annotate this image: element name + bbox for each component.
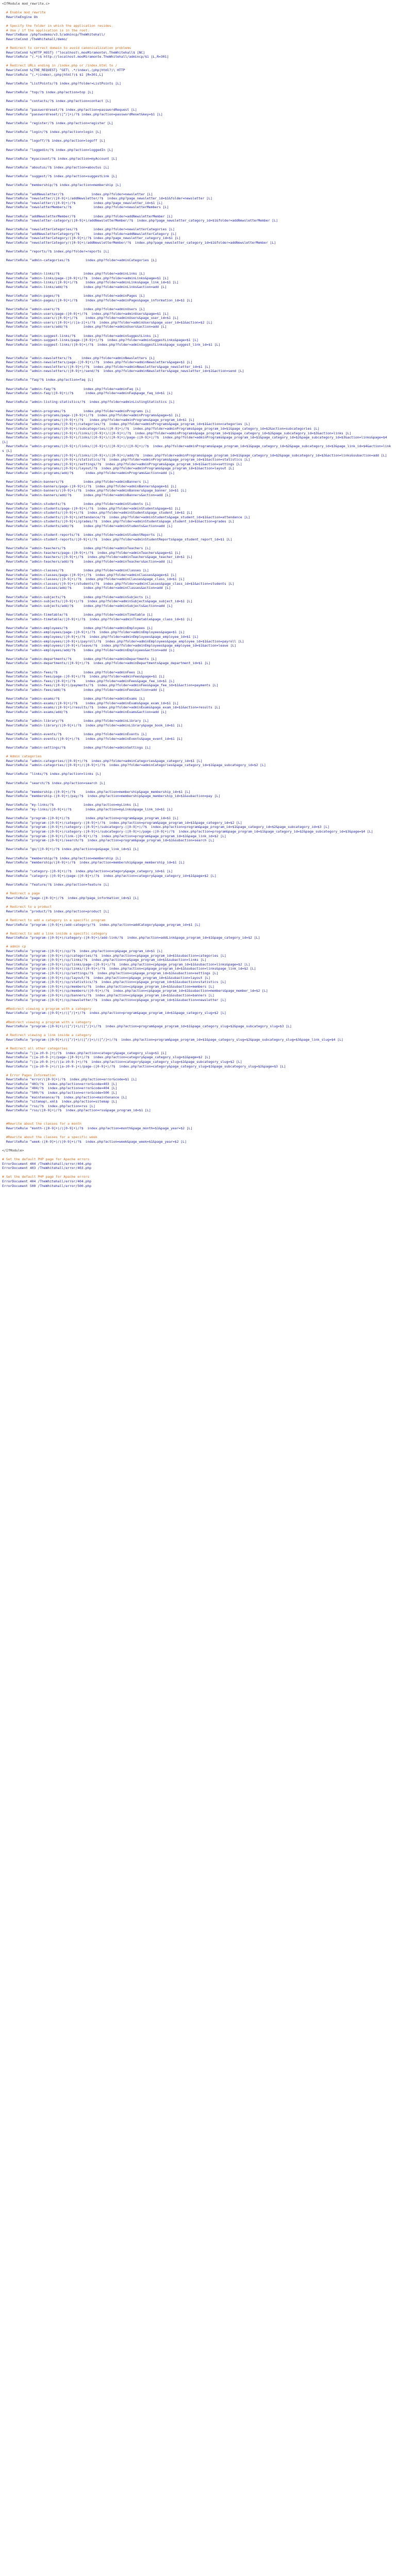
code-line: RewriteRule ^admin-programs/([0-9]+)/links/([0-9]+)/([0-9]+)/([0-9]+)/?$ index.php?folder=adminPrograms&page_program_id=$1&page_category_id=$2&page_subcategory_id=$3&page_link_id=$4&action=links [L] — [2, 444, 391, 453]
code-line: RewriteRule ^program-([0-9]+)/([^/]+)/([^/]+)/?$ index.php?action=program&page_program_id=$1&page_category_slug=$2&page_subcategory_slug=$3 [L] — [2, 1024, 292, 1029]
code-line: RewriteRule ^admin-library/([0-9]+)/?$ index.php?folder=adminLibrary&page_book_id=$1 [L] — [2, 723, 183, 727]
blank-line — [2, 41, 392, 46]
code-line: RewriteRule ^program-([0-9]+)/add-category/?$ index.php?action=addCategory&page_program_id=$1 [L] — [2, 922, 201, 927]
code-line: RewriteRule ^newsletterCategories/?$ index.php?folder=newsletterCategories [L] — [2, 227, 175, 232]
code-line: RewriteRule ^program-([0-9]+)/cp/links/?$ index.php?action=cp&page_program_id=$1&subaction=links [L] — [2, 958, 207, 962]
code-line: RewriteRule ^program-([0-9]+)/([^/]+)/?$ index.php?action=program&page_program_id=$1&page_category_slug=$2 [L] — [2, 1011, 226, 1015]
code-line: RewriteRule ^admin-newsletters/?$ index.php?folder=adminNewsletters [L] — [2, 355, 155, 360]
code-line: RewriteRule ^admin-exams/?$ index.php?folder=adminExams [L] — [2, 697, 145, 701]
blank-line — [2, 188, 392, 192]
code-line: RewriteRule ^program-([0-9]+)/cp/newsletter/?$ index.php?action=cp&page_program_id=$1&subaction=newsletter [L] — [2, 997, 226, 1002]
blank-line — [2, 126, 392, 130]
code-line: RewriteRule ^admin-programs/page-([0-9]+)/?$ index.php?folder=adminPrograms&page=$1 [L] — [2, 413, 181, 418]
code-line: RewriteRule ^admin-banners/([0-9]+)/?$ index.php?folder=adminBanners&page_banner_id=$1 [L] — [2, 488, 187, 493]
blank-line — [2, 652, 392, 657]
code-line: RewriteRule ^program-([0-9]+)/category-([0-9]+)/subcategory-([0-9]+)/?$ index.php?action=program&page_program_id=$1&page_category_id=$2&page_subcategory_id=$3 [L] — [2, 825, 329, 829]
code-line: RewriteRule ^newsletter/([0-9]+)/?$ index.php?page_newsletter_id=$1 [L] — [2, 200, 163, 205]
code-line: RewriteRule ^aboutus/?$ index.php?action=aboutus [L] — [2, 165, 109, 170]
code-line: RewriteRule ^admin-fees/([0-9]+)/?$ index.php?folder=adminFees&page_fee_id=$1 [L] — [2, 679, 175, 683]
code-line: RewriteRule ^logoff/?$ index.php?action=logoff [L] — [2, 139, 106, 143]
code-line: RewriteRule ^reports/?$ index.php?folder=reports [L] — [2, 249, 109, 254]
blank-line — [2, 901, 392, 905]
blank-line — [2, 59, 392, 64]
blank-line — [2, 476, 392, 480]
code-line: RewriteRule ^admin-programs/([0-9]+)/links/([0-9]+)/([0-9]+)/page-([0-9]+)/?$ index.php?folder=adminPrograms&page_program_id=$1&page_category_id=$2&page_subcategory_id=$3&action=links&page=$4 [L] — [2, 435, 389, 444]
code-line: RewriteRule ^admin-students/?$ index.php?folder=adminStudents [L] — [2, 502, 151, 506]
blank-line — [2, 404, 392, 409]
code-line: RewriteRule ^admin-programs/add/?$ index.php?folder=adminPrograms&action=add [L] — [2, 470, 175, 475]
code-line: ErrorDocument 403 /TheWhitehall/error/403.php — [2, 1166, 92, 1171]
blank-line — [2, 529, 392, 533]
blank-line — [2, 143, 392, 148]
code-line: ErrorDocument 404 /TheWhitehall/error/404.php — [2, 1161, 92, 1166]
code-line: RewriteRule ^admin-links/?$ index.php?folder=adminLinks [L] — [2, 272, 145, 276]
blank-line — [2, 245, 392, 250]
code-line: RewriteRule ^admin-employees/([0-9]+)/leave/?$ index.php?folder=adminEmployees&page_employee_id=$1&action=leave [L] — [2, 643, 237, 648]
blank-line — [2, 1171, 392, 1175]
code-line: RewriteRule ^top/?$ index.php?action=top [L] — [2, 90, 93, 94]
blank-line — [2, 179, 392, 183]
comment-line: #Redirect viewing a program with a category — [2, 1020, 92, 1024]
code-line: RewriteRule ^rss/([0-9]+)/?$ index.php?action=rss&page_program_id=$1 [L] — [2, 1108, 151, 1113]
blank-line — [2, 692, 392, 697]
comment-line: # Redirect to add a link inside a specific category — [2, 931, 107, 936]
code-line: RewriteRule ^admin-departments/([0-9]+)/?$ index.php?folder=adminDepartments&page_department_id=$1 [L] — [2, 661, 210, 666]
blank-line — [2, 878, 392, 883]
code-line: RewriteRule ^admin-users/([0-9]+)/?$ index.php?folder=adminUsers&page_user_id=$1 [L] — [2, 316, 179, 320]
comment-line: # Admin categories — [2, 754, 42, 758]
blank-line — [2, 608, 392, 613]
code-line: RewriteRule ^membership/([0-9]+)/?$ index.php?action=membership&page_membership_id=$1 [L] — [2, 860, 185, 865]
code-line: RewriteRule ^([a-z0-9-]+)/page-([0-9]+)/?$ index.php?action=category&page_category_slug=$1&page=$2 [L] — [2, 1055, 210, 1060]
code-line: RewriteRule ^myaccount/?$ index.php?action=myAccount [L] — [2, 156, 118, 161]
blank-line — [2, 351, 392, 356]
code-line: RewriteRule ^program-([0-9]+)/search/?$ index.php?action=program&page_program_id=$1&subaction=search [L] — [2, 838, 214, 843]
blank-line — [2, 134, 392, 139]
blank-line — [2, 161, 392, 165]
code-line: RewriteRule ^register/?$ index.php?action=register [L] — [2, 121, 113, 126]
code-line: RewriteRule ^admin-students/([0-9]+)/grades/?$ index.php?folder=adminStudents&page_student_id=$1&action=grades [L] — [2, 519, 235, 524]
code-line: RewriteRule ^admin-newsletters/([0-9]+)/?$ index.php?folder=adminNewsletters&page_newsletter_id=$1 [L] — [2, 364, 210, 369]
code-line: RewriteRule ^addNewsletter/?$ index.php?folder=newsletter [L] — [2, 192, 153, 196]
code-line: RewriteRule ^admin-timetable/?$ index.php?folder=adminTimetable [L] — [2, 612, 153, 617]
blank-line — [2, 1153, 392, 1157]
code-line: RewriteRule ^admin-employees/add/?$ index.php?folder=adminEmployees&action=add [L] — [2, 648, 175, 652]
blank-line — [2, 541, 392, 546]
code-line: RewriteRule ^search/?$ index.php?action=search [L] — [2, 781, 106, 785]
code-line: RewriteRule ^admin-programs/([0-9]+)/?$ index.php?folder=adminPrograms&page_program_id=$1 [L] — [2, 417, 195, 422]
code-line: RewriteRule ^program-([0-9]+)/category-([0-9]+)/add-link/?$ index.php?action=addLink&page_program_id=$1&page_category_id=$2 [L] — [2, 936, 260, 940]
code-line: RewriteBase /phpfoxdemo/v3.5/admincp/TheWhitehall/ — [2, 32, 106, 37]
code-line: RewriteRule ^ListPoints/?$ index.php?folder=ListPoints [L] — [2, 81, 121, 86]
blank-line — [2, 590, 392, 595]
code-line: RewriteRule ^admin-events/?$ index.php?folder=adminEvents [L] — [2, 732, 147, 736]
blank-line — [2, 741, 392, 745]
code-line: ErrorDocument 404 /TheWhitehall/error/404.php — [2, 1179, 92, 1183]
blank-line — [2, 887, 392, 892]
blank-line — [2, 396, 392, 400]
code-line: RewriteRule ^program-([0-9]+)/cp/categories/?$ index.php?action=cp&page_program_id=$1&subaction=categories [L] — [2, 953, 226, 958]
code-line: RewriteRule ^program-([0-9]+)/cp/settings/?$ index.php?action=cp&page_program_id=$1&subaction=settings [L] — [2, 971, 219, 976]
code-line: RewriteRule ^admin-exams/([0-9]+)/?$ index.php?folder=adminExams&page_exam_id=$1 [L] — [2, 701, 179, 705]
code-line: RewriteRule ^admin-teachers/?$ index.php?folder=adminTeachers [L] — [2, 546, 151, 551]
code-line: RewriteRule ^admin-timetable/([0-9]+)/?$ index.php?folder=adminTimetable&page_class_id=$1 [L] — [2, 617, 193, 621]
code-line: RewriteRule ^admin-banners/page-([0-9]+)/?$ index.php?folder=adminBanners&page=$1 [L] — [2, 484, 177, 488]
code-line: RewriteRule ^admin-programs/([0-9]+)/categories/?$ index.php?folder=adminPrograms&page_program_id=$1&action=categories [L] — [2, 422, 250, 427]
blank-line — [2, 374, 392, 378]
comment-line: #Rewrite about the classes for a specific week — [2, 1135, 97, 1139]
blank-line — [2, 799, 392, 803]
code-line: RewriteRule ^admin-links/add/?$ index.php?folder=adminLinks&action=add [L] — [2, 285, 167, 289]
blank-line — [2, 116, 392, 121]
code-line: RewriteRule ^admin-employees/([0-9]+)/payroll/?$ index.php?folder=adminEmployees&page_employee_id=$1&action=payroll [L] — [2, 639, 244, 643]
code-line: RewriteRule ^admin-students/([0-9]+)/attendance/?$ index.php?folder=adminStudents&page_student_id=$1&action=attendance [L] — [2, 515, 250, 519]
code-line: RewriteRule ^admin-exams/([0-9]+)/results/?$ index.php?folder=adminExams&page_exam_id=$1&action=results [L] — [2, 705, 221, 710]
code-line: RewriteRule ^faq/?$ index.php?action=faq [L] — [2, 378, 93, 382]
code-line: RewriteRule ^admin-faq/([0-9]+)/?$ index.php?folder=adminFaq&page_faq_id=$1 [L] — [2, 391, 173, 396]
blank-line — [2, 170, 392, 175]
comment-line: # Error Pages Information — [2, 1073, 56, 1077]
code-line: RewriteRule ^admin-events/([0-9]+)/?$ index.php?folder=adminEvents&page_event_id=$1 [L] — [2, 736, 183, 741]
code-line: RewriteCond /TheWhitehall/demo/ — [2, 37, 68, 41]
code-line: RewriteRule ^passwordreset/?$ index.php?action=passwordRequest [L] — [2, 108, 137, 112]
code-line: <IfModule mod_rewrite.c> — [2, 2, 50, 6]
blank-line — [2, 913, 392, 918]
code-line: RewriteRule ^admin-employees/([0-9]+)/?$ index.php?folder=adminEmployees&page_employee_id=$1 [L] — [2, 634, 199, 639]
code-line: RewriteRule ^addNewsletterCategory/?$ index.php?folder=addNewsletterCategory [L] — [2, 231, 177, 236]
code-line: RewriteRule ^admin-users/?$ index.php?folder=adminUsers [L] — [2, 307, 145, 311]
comment-line: # Redirect all other categories — [2, 1046, 68, 1051]
code-line: RewriteEngine On — [2, 14, 38, 19]
comment-line: # Use / if the application is in the root. — [2, 28, 90, 32]
blank-line — [2, 564, 392, 568]
code-line: RewriteRule ^program-([0-9]+)/cp/members/([0-9]+)/?$ index.php?action=cp&page_program_id=$1&subaction=members&page_member_id=$2 [L] — [2, 989, 268, 993]
code-line: RewriteRule ^admin-classes/?$ index.php?folder=adminClasses [L] — [2, 568, 149, 572]
code-line: RewriteRule ^admin-fees/page-([0-9]+)/?$ index.php?folder=adminFees&page=$1 [L] — [2, 674, 165, 679]
blank-line — [2, 290, 392, 294]
blank-line — [2, 302, 392, 307]
blank-line — [2, 843, 392, 848]
code-line: RewriteRule ^program-([0-9]+)/cp/banners/?$ index.php?action=cp&page_program_id=$1&subaction=banners [L] — [2, 993, 214, 997]
code-line: RewriteRule ^admin-banners/?$ index.php?folder=adminBanners [L] — [2, 480, 149, 484]
blank-line — [2, 715, 392, 719]
code-line: RewriteRule ^program-([0-9]+)/cp/members/?$ index.php?action=cp&page_program_id=$1&subaction=members [L] — [2, 984, 214, 989]
code-line: RewriteRule ^admin-banners/add/?$ index.php?folder=adminBanners&action=add [L] — [2, 493, 171, 497]
code-line: RewriteRule ^(.*)index\.(php|html?)$ $1 [R=301,L] — [2, 72, 104, 77]
code-line: RewriteRule ^membership/?$ index.php?action=membership [L] — [2, 183, 121, 188]
code-line: RewriteRule ^admin-users/([0-9]+)/([a-z]+)/?$ index.php?folder=adminUsers&page_user_id=$1&action=$2 [L] — [2, 320, 212, 325]
blank-line — [2, 1015, 392, 1020]
comment-line: # Redirect viewing a link inside a category — [2, 1033, 92, 1038]
code-line: RewriteRule ^404/?$ index.php?action=error&code=404 [L] — [2, 1086, 118, 1091]
code-line: RewriteRule ^membership/?$ index.php?action=membership [L] — [2, 856, 121, 860]
code-line: RewriteRule ^admin-programs/([0-9]+)/links/([0-9]+)/([0-9]+)/add/?$ index.php?folder=adminPrograms&page_program_id=$1&page_category_id=$2&page_subcategory_id=$3&action=links&subaction=add [L] — [2, 453, 387, 457]
code-line: RewriteRule ^admin-subjects/([0-9]+)/?$ index.php?folder=adminSubjects&page_subject_id=$1 [L] — [2, 599, 193, 604]
blank-line — [2, 86, 392, 90]
code-line: RewriteRule ^admin-students/([0-9]+)/?$ index.php?folder=adminStudents&page_student_id=$1 [L] — [2, 511, 193, 515]
code-line: RewriteRule ^newsletterMembers/?$ index.php?folder=newsletterMembers [L] — [2, 205, 169, 210]
comment-line: # Redirect to a product — [2, 905, 52, 909]
code-line: RewriteRule ^admin-student-reports/?$ index.php?folder=adminStudentReports [L] — [2, 533, 163, 537]
blank-line — [2, 152, 392, 157]
code-line: RewriteRule ^admin-links/([0-9]+)/?$ index.php?folder=adminLinks&page_link_id=$1 [L] — [2, 280, 179, 285]
code-line: RewriteRule ^([a-z0-9-]+)/([a-z0-9-]+)/?$ index.php?action=category&page_category_slug=$1&page_subcategory_slug=$2 [L] — [2, 1059, 242, 1064]
code-line: RewriteRule ^admin-suggest-links/([0-9]+)/?$ index.php?folder=adminSuggestLinks&page_suggest_link_id=$1 [L] — [2, 342, 221, 347]
code-line: RewriteRule ^admin-programs/?$ index.php?folder=adminPrograms [L] — [2, 409, 151, 413]
code-line: RewriteRule ^category-([0-9]+)/?$ index.php?action=category&page_category_id=$1 [L] — [2, 869, 173, 874]
blank-line — [2, 768, 392, 772]
code-line: RewriteRule ^my-links/?$ index.php?action=myLinks [L] — [2, 803, 139, 807]
code-line: RewriteRule ^admin-suggest-links/?$ index.php?folder=adminSuggestLinks [L] — [2, 333, 159, 338]
code-line: RewriteRule ^admin-classes/page-([0-9]+)/?$ index.php?folder=adminClasses&page=$1 [L] — [2, 572, 177, 577]
code-line: RewriteRule ^suggest/?$ index.php?action=suggestLink [L] — [2, 174, 118, 179]
code-line: RewriteRule ^500/?$ index.php?action=error&code=500 [L] — [2, 1091, 118, 1095]
code-line: RewriteRule ^program-([0-9]+)/cp/?$ index.php?action=cp&page_program_id=$1 [L] — [2, 949, 163, 954]
code-line: RewriteRule ^admin-programs/([0-9]+)/links/([0-9]+)/([0-9]+)/?$ index.php?folder=adminPrograms&page_program_id=$1&page_category_id=$2&page_subcategory_id=$3&action=links [L] — [2, 431, 352, 435]
code-line: RewriteRule ^membership-([0-9]+)/pay/?$ index.php?action=membership&page_membership_id=$1&subaction=pay [L] — [2, 794, 221, 799]
blank-line — [2, 1117, 392, 1122]
code-line: RewriteRule ^admin-library/?$ index.php?folder=adminLibrary [L] — [2, 719, 149, 723]
blank-line — [2, 498, 392, 502]
code-line: RewriteRule ^admin-exams/add/?$ index.php?folder=adminExams&action=add [L] — [2, 710, 167, 714]
code-line: RewriteRule ^admin-categories/([0-9]+)/([0-9]+)/?$ index.php?folder=adminCategories&page_category_id=$1&page_subcategory_id=$2 [L] — [2, 763, 266, 768]
comment-line: # Redirect to correct domain to avoid canonicalization problems — [2, 45, 131, 50]
code-line: RewriteRule ^program-([0-9]+)/category-([0-9]+)/subcategory-([0-9]+)/page-([0-9]+)/?$ index.php?action=program&page_program_id=$1&page_category_id=$2&page_subcategory_id=$3&page=$4 [L] — [2, 829, 373, 834]
code-line: RewriteRule ^addNewsletterMember/?$ index.php?folder=addNewsletterMember [L] — [2, 214, 173, 218]
code-line: RewriteRule ^program-([0-9]+)/cp/statistics/?$ index.php?action=cp&page_program_id=$1&subaction=statistics [L] — [2, 980, 226, 985]
code-line: RewriteRule ^admin-pages/?$ index.php?folder=adminPages [L] — [2, 294, 145, 298]
code-line: RewriteRule ^week-([0-9]+)/([0-9]+)/?$ index.php?action=week&page_week=$1&page_year=$2 [L] — [2, 1139, 187, 1144]
blank-line — [2, 223, 392, 228]
comment-line: #Rewrite about the classes for a month — [2, 1122, 81, 1126]
code-line: RewriteCond %{HTTP_HOST} !^localhost\.mooMiramonte\.TheWhitehall$ [NC] — [2, 50, 145, 55]
blank-line — [2, 104, 392, 108]
code-line: RewriteRule ^admin-fees/?$ index.php?folder=adminFees [L] — [2, 670, 143, 674]
comment-line: # admin cp — [2, 944, 26, 949]
code-line: RewriteRule ^page-([0-9]+)/?$ index.php?page_information_id=$1 [L] — [2, 895, 139, 900]
code-line: RewriteRule ^([a-z0-9-]+)/([a-z0-9-]+)/page-([0-9]+)/?$ index.php?action=category&page_category_slug=$1&page_subcategory_slug=$2&page=$3 [L] — [2, 1064, 286, 1069]
blank-line — [2, 210, 392, 214]
code-line: RewriteRule ^product/?$ index.php?action=product [L] — [2, 909, 109, 913]
code-line: RewriteRule ^admin-students/page-([0-9]+)/?$ index.php?folder=adminStudents&page=$1 [L] — [2, 506, 181, 511]
comment-line: # Redirect URLs ending in /index.php or /index.html to / — [2, 63, 118, 68]
blank-line — [2, 776, 392, 781]
code-line: RewriteRule ^([a-z0-9-]+)/?$ index.php?action=category&page_category_slug=$1 [L] — [2, 1050, 167, 1055]
code-line: RewriteRule ^admin-students/add/?$ index.php?folder=adminStudents&action=add [L] — [2, 524, 173, 529]
code-line: RewriteRule ^admin-programs/([0-9]+)/settings/?$ index.php?folder=adminPrograms&page_program_id=$1&action=settings [L] — [2, 462, 242, 466]
comment-line: # Specify the folder in which the application resides. — [2, 23, 113, 28]
blank-line — [2, 621, 392, 626]
blank-line — [2, 6, 392, 11]
blank-line — [2, 254, 392, 259]
code-line: RewriteRule ^admin-newsletters/([0-9]+)/send/?$ index.php?folder=adminNewsletters&page_newsletter_id=$1&action=send [L] — [2, 369, 244, 374]
code-line: RewriteRule ^passwordreset/([^/]+)/?$ index.php?action=passwordReset&key=$1 [L] — [2, 112, 163, 116]
code-line: RewriteRule ^admin-programs/([0-9]+)/layout/?$ index.php?folder=adminPrograms&page_program_id=$1&action=layout [L] — [2, 466, 235, 471]
blank-line — [2, 785, 392, 790]
code-line: RewriteRule ^admin-categories/?$ index.php?folder=adminCategories [L] — [2, 258, 157, 263]
blank-line — [2, 1042, 392, 1047]
code-line: RewriteRule ^403/?$ index.php?action=error&code=403 [L] — [2, 1081, 118, 1086]
code-line: RewriteRule ^admin-classes/add/?$ index.php?folder=adminClasses&action=add [L] — [2, 586, 171, 590]
code-line: RewriteRule ^admin-suggest-links/page-([0-9]+)/?$ index.php?folder=adminSuggestLinks&page=$1 [L] — [2, 338, 199, 343]
code-line: RewriteRule ^admin-teachers/page-([0-9]+)/?$ index.php?folder=adminTeachers&page=$1 [L] — [2, 550, 181, 555]
blank-line — [2, 1069, 392, 1073]
code-line: RewriteRule ^admin-subjects/?$ index.php?folder=adminSubjects [L] — [2, 595, 151, 599]
blank-line — [2, 1130, 392, 1135]
code-line: RewriteRule ^admin-classes/([0-9]+)/students/?$ index.php?folder=adminClasses&page_class_id=$1&action=students [L] — [2, 581, 235, 586]
code-line: </IfModule> — [2, 1148, 24, 1153]
code-line: RewriteRule ^membership-([0-9]+)/?$ index.php?action=membership&page_membership_id=$1 [L] — [2, 789, 191, 794]
comment-line: # Set the default PHP page for Apache errors — [2, 1175, 90, 1179]
code-line: RewriteRule ^links/?$ index.php?action=links [L] — [2, 772, 102, 776]
comment-line: # Enable mod_rewrite — [2, 10, 46, 15]
code-line: RewriteRule ^error/([0-9]+)/?$ index.php?action=error&code=$1 [L] — [2, 1077, 137, 1082]
code-line: RewriteRule ^admin-teachers/([0-9]+)/?$ index.php?folder=adminTeachers&page_teacher_id=$1 [L] — [2, 555, 193, 560]
blank-line — [2, 852, 392, 856]
code-line: RewriteRule ^program-([0-9]+)/cp/links/([0-9]+)/?$ index.php?action=cp&page_program_id=$1&subaction=links&page_link_id=$2 [L] — [2, 967, 256, 971]
code-line: RewriteRule ^program-([0-9]+)/link-([0-9]+)/?$ index.php?action=program&page_program_id=$1&page_link_id=$2 [L] — [2, 834, 226, 838]
blank-line — [2, 263, 392, 267]
code-line: RewriteCond %{THE_REQUEST} ^GET\ .*/index\.(php|html?)\ HTTP — [2, 67, 125, 72]
comment-line: #Redirect viewing a program with a category — [2, 1006, 92, 1011]
code-line: RewriteRule ^admin-teachers/add/?$ index.php?folder=adminTeachers&action=add [L] — [2, 559, 173, 564]
code-line: RewriteRule ^admin-classes/([0-9]+)/?$ index.php?folder=adminClasses&page_class_id=$1 [L] — [2, 577, 185, 582]
code-line: RewriteRule ^admin-settings/?$ index.php?folder=adminSettings [L] — [2, 745, 151, 750]
blank-line — [2, 267, 392, 272]
code-line: RewriteRule ^newsletter/([0-9]+)/addNewsletter/?$ index.php?page_newsletter_id=$1&folder=newsletter [L] — [2, 196, 212, 201]
blank-line — [2, 347, 392, 351]
code-line: RewriteRule ^admin-student-reports/([0-9]+)/?$ index.php?folder=adminStudentReports&page_student_report_id=$1 [L] — [2, 537, 233, 541]
comment-line: # Redirect to add a category in a specific program — [2, 918, 106, 922]
code-line: RewriteRule ^contacts/?$ index.php?action=contact [L] — [2, 99, 111, 104]
code-line: RewriteRule ^admin-users/page-([0-9]+)/?$ index.php?folder=adminUsers&page=$1 [L] — [2, 311, 169, 316]
comment-line: # Set the default PHP page for Apache errors — [2, 1157, 90, 1161]
code-line: RewriteRule ^my-links/([0-9]+)/?$ index.php?action=myLinks&page_link_id=$1 [L] — [2, 807, 173, 812]
code-line: RewriteRule ^newsletterCategory/([0-9]+)/addNewsletterMember/?$ index.php?page_newsletter_category_id=$1&folder=addNewsletterMember [L] — [2, 241, 276, 245]
blank-line — [2, 1144, 392, 1148]
code-line: RewriteRule ^admin-users/add/?$ index.php?folder=adminUsers&action=add [L] — [2, 325, 167, 329]
blank-line — [2, 1113, 392, 1117]
code-line: RewriteRule ^loggedin/?$ index.php?action=loggedIn [L] — [2, 147, 113, 152]
code-line: RewriteRule ^admin-programs/([0-9]+)/subcategories/([0-9]+)/?$ index.php?folder=adminPrograms&page_program_id=$1&page_category_id=$2&action=subcategories [L] — [2, 427, 320, 431]
code-line: RewriteRule ^program-([0-9]+)/([^/]+)/([^/]+)/([^/]+)/?$ index.php?action=program&page_program_id=$1&page_category_slug=$2&page_subcategory_slug=$3&page_link_slug=$4 [L] — [2, 1037, 343, 1042]
blank-line — [2, 727, 392, 732]
code-line: RewriteRule ^program-([0-9]+)/category-([0-9]+)/?$ index.php?action=program&page_program_id=$1&page_category_id=$2 [L] — [2, 820, 242, 825]
code-line: RewriteRule ^admin-newsletters/page-([0-9]+)/?$ index.php?folder=adminNewsletters&page=$1 [L] — [2, 360, 193, 365]
code-line: RewriteRule ^rss/?$ index.php?action=rss [L] — [2, 1104, 95, 1108]
code-line: RewriteRule ^(.*)$ http://localhost.mooMiramonte.TheWhitehall/admincp/$1 [L,R=301] — [2, 55, 169, 59]
code-line: RewriteRule ^admin-departments/?$ index.php?folder=adminDepartments [L] — [2, 656, 157, 661]
code-line: RewriteRule ^newsletterCategory/([0-9]+)/?$ index.php?page_newsletter_category_id=$1 [L] — [2, 236, 181, 241]
code-line: RewriteRule ^month-([0-9]+)/([0-9]+)/?$ index.php?action=month&page_month=$1&page_year=$2 [L] — [2, 1126, 193, 1130]
blank-line — [2, 812, 392, 817]
code-line: RewriteRule ^admin-subjects/add/?$ index.php?folder=adminSubjects&action=add [L] — [2, 603, 173, 608]
blank-line — [2, 94, 392, 99]
blank-line — [2, 927, 392, 931]
blank-line — [2, 382, 392, 387]
code-line: RewriteRule ^admin-programs/([0-9]+)/statistics/?$ index.php?folder=adminPrograms&page_program_id=$1&action=statistics [L] — [2, 457, 250, 462]
code-line: RewriteRule ^login/?$ index.php?action=login [L] — [2, 130, 102, 134]
code-line: ErrorDocument 500 /TheWhitehall/error/500.php — [2, 1183, 92, 1188]
code-line: RewriteRule ^sitemap\.xml$ index.php?action=sitemap [L] — [2, 1099, 118, 1104]
blank-line — [2, 329, 392, 334]
code-line: RewriteRule ^maintenance/?$ index.php?action=maintenance [L] — [2, 1095, 127, 1099]
blank-line — [2, 19, 392, 24]
code-line: RewriteRule ^admin-employees/?$ index.php?folder=adminEmployees [L] — [2, 625, 153, 630]
blank-line — [2, 1002, 392, 1007]
code-line: RewriteRule ^admin-pages/([0-9]+)/?$ index.php?folder=adminPages&page_information_id=$1 [L] — [2, 298, 193, 302]
code-line: RewriteRule ^newsletter-category/([0-9]+)/addNewsletterMember/?$ index.php?page_newsletter_category_id=$1&folder=addNewsletterMember [L] — [2, 218, 278, 223]
code-line: RewriteRule ^admin-faq/?$ index.php?folder=adminFaq [L] — [2, 386, 141, 391]
code-line: RewriteRule ^admin-employees/page-([0-9]+)/?$ index.php?folder=adminEmployees&page=$1 [L] — [2, 630, 185, 635]
blank-line — [2, 1029, 392, 1033]
code-line: RewriteRule ^admin-links/page-([0-9]+)/?$ index.php?folder=adminLinks&page=$1 [L] — [2, 276, 169, 280]
code-line: RewriteRule ^admin-fees/([0-9]+)/payments/?$ index.php?folder=adminFees&page_fee_id=$1&action=payments [L] — [2, 683, 219, 688]
blank-line — [2, 940, 392, 945]
code-line: RewriteRule ^go/([0-9]+)/?$ index.php?action=go&page_link_id=$1 [L] — [2, 847, 139, 852]
blank-line — [2, 865, 392, 870]
code-line: RewriteRule ^program-([0-9]+)/cp/layout/?$ index.php?action=cp&page_program_id=$1&subaction=layout [L] — [2, 975, 210, 980]
blank-line — [2, 666, 392, 670]
code-line: RewriteRule ^admin-fees/add/?$ index.php?folder=adminFees&action=add [L] — [2, 688, 165, 692]
code-line: RewriteRule ^feature/?$ index.php?action=feature [L] — [2, 883, 109, 887]
code-line: RewriteRule ^category-([0-9]+)/page-([0-9]+)/?$ index.php?action=category&page_category_id=$1&page=$2 [L] — [2, 873, 217, 878]
blank-line — [2, 77, 392, 81]
code-line: RewriteRule ^program-([0-9]+)/?$ index.php?action=program&page_program_id=$1 [L] — [2, 816, 179, 821]
comment-line: # Redirect a page — [2, 891, 40, 896]
code-line: RewriteRule ^admin-listing-statistics/?$ index.php?folder=adminListingStatistics [L] — [2, 400, 175, 404]
blank-line — [2, 750, 392, 754]
code-line: RewriteRule ^program-([0-9]+)/cp/links/page-([0-9]+)/?$ index.php?action=cp&page_program_id=$1&subaction=links&page=$2 [L] — [2, 962, 250, 967]
code-line: RewriteRule ^admin-categories/([0-9]+)/?$ index.php?folder=adminCategories&page_category_id=$1 [L] — [2, 758, 203, 763]
